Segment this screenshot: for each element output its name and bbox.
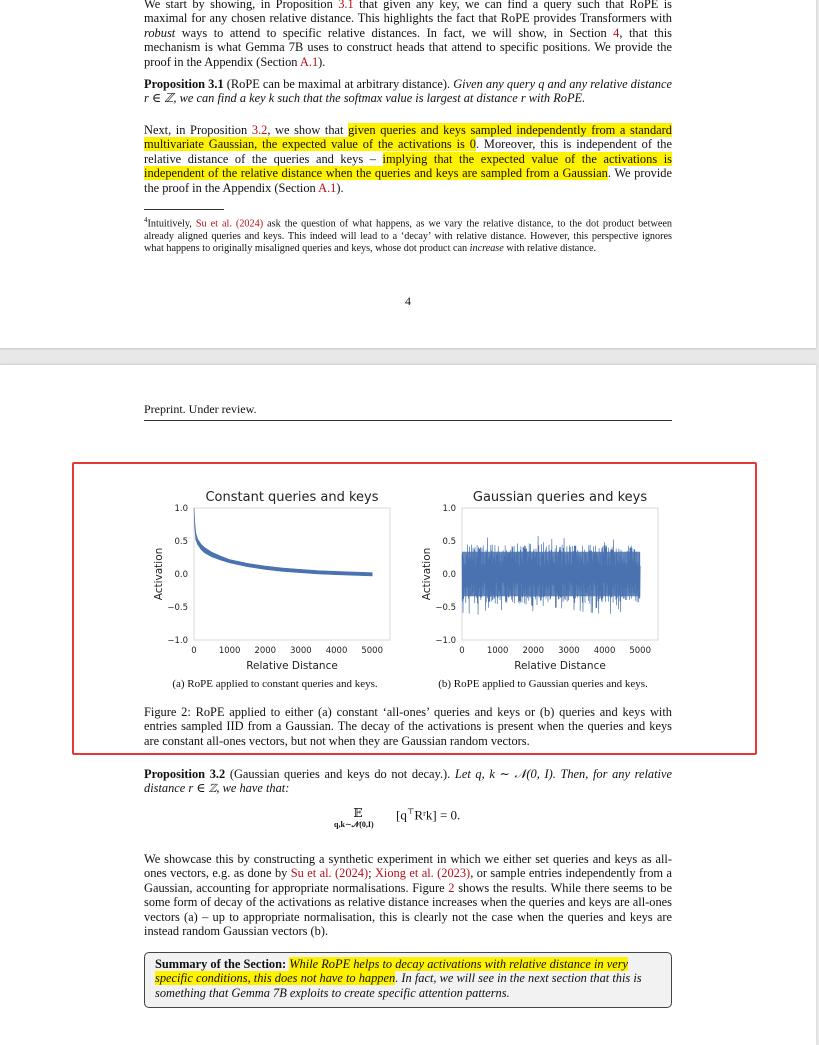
highlighted-text[interactable]: 0 xyxy=(469,137,476,152)
y-tick-label: 1.0 xyxy=(174,504,188,514)
section-link[interactable]: 4 xyxy=(613,25,620,40)
x-axis-label: Relative Distance xyxy=(514,660,606,672)
chart-title: Gaussian queries and keys xyxy=(472,490,648,505)
gaussian-activation-band xyxy=(462,552,640,597)
x-axis-label: Relative Distance xyxy=(246,660,338,672)
proposition-body: Given any query q and any relative distance r ∈ ℤ, we can find a key k such that the softmax value is largest at distance r with RoPE. xyxy=(144,77,672,106)
series-area xyxy=(194,508,372,576)
citation-link[interactable]: Xiong et al. (2023) xyxy=(374,866,471,881)
text-span: ways to attend to specific relative distances. In fact, we will show, in Section xyxy=(175,25,614,40)
text-span: shows the results. While there seems to be some form of decay of the activations as relative distance increases when the queries and keys are all-ones vectors (a) – up to appropriate normalisation, this is clearly not the case when the queries and keys are instead random Gaussian vectors (b). xyxy=(144,880,672,939)
y-tick-label: −0.5 xyxy=(167,603,188,613)
decaying-activation-series xyxy=(194,508,372,576)
footnote-rule xyxy=(144,209,224,210)
text-span: , or sample entries independently from a Gaussian, accounting for appropriate normalisations. Figure xyxy=(144,866,672,895)
expectation-subscript: q,k∼𝒩(0,I) xyxy=(334,820,374,829)
proposition-link[interactable]: 3.1 xyxy=(338,0,354,11)
proposition-3-1 xyxy=(144,77,672,106)
y-tick-label: 0.0 xyxy=(174,570,188,580)
page-number: 4 xyxy=(405,294,411,308)
x-tick-label: 4000 xyxy=(593,646,616,656)
y-tick-label: 0.0 xyxy=(442,570,456,580)
text-span: with relative distance. xyxy=(503,242,597,254)
equation-part: Rʳk] = 0. xyxy=(414,807,461,823)
x-tick-labels xyxy=(191,646,383,656)
proposition-3-2 xyxy=(144,767,672,796)
y-axis-label: Activation xyxy=(153,547,165,601)
citation-link[interactable]: Su et al. (2024) xyxy=(195,218,264,230)
appendix-link[interactable]: A.1 xyxy=(299,54,319,69)
x-tick-label: 3000 xyxy=(558,646,580,656)
figure-caption: Figure 2: RoPE applied to either (a) constant ‘all-ones’ queries and keys or (b) queries and keys with entries sampled IID from a Gaussian. The decay of the activations is present when the queries and keys are constant all-ones vectors, but not when they are Gaussian random vectors. xyxy=(144,705,672,748)
y-tick-label: −1.0 xyxy=(435,636,456,646)
proposition-title: Proposition 3.1 xyxy=(144,77,224,91)
x-tick-label: 5000 xyxy=(361,646,384,656)
document-page-5 xyxy=(0,365,816,1045)
summary-text: . In fact, we will see in the next section that this is something that Gemma 7B exploits to create specific attention patterns. xyxy=(155,971,642,1000)
text-span: ). xyxy=(336,180,344,195)
x-tick-labels xyxy=(459,646,651,656)
summary-label: Summary of the Section: xyxy=(155,957,287,971)
running-header: Preprint. Under review. xyxy=(144,402,672,421)
y-axis-label: Activation xyxy=(421,547,433,601)
y-tick-labels xyxy=(435,504,456,646)
figure-link[interactable]: 2 xyxy=(448,880,455,895)
x-tick-label: 3000 xyxy=(290,646,312,656)
appendix-link[interactable]: A.1 xyxy=(318,180,337,195)
text-span: We start by showing, in Proposition xyxy=(144,0,339,11)
proposition-subtitle: (Gaussian queries and keys do not decay.). xyxy=(225,767,451,781)
citation-link[interactable]: Su et al. (2024) xyxy=(290,866,369,881)
x-tick-label: 2000 xyxy=(254,646,277,656)
x-tick-label: 1000 xyxy=(218,646,241,656)
proposition-subtitle: (RoPE can be maximal at arbitrary distance). xyxy=(223,77,451,91)
text-span: We showcase this by constructing a synthetic experiment in which we either set queries and keys as all-ones vectors, e.g. as done by xyxy=(144,852,672,881)
text-span: . We provide the proof in the Appendix (Section xyxy=(144,166,672,195)
equation-body xyxy=(396,807,460,823)
y-tick-label: −0.5 xyxy=(435,603,456,613)
y-tick-label: −1.0 xyxy=(167,636,188,646)
text-span: ask the question of what happens, as we vary the relative distance, to the dot product between already aligned queries and keys. This indeed will lead to a ‘decay’ with relative distance. However, this perspective ignores what happens to originally misaligned queries and keys, whose dot product can xyxy=(144,218,673,254)
x-tick-label: 0 xyxy=(459,646,465,656)
highlighted-text[interactable]: implying that the expected value of the activations is independent of the relative distance when the queries and keys are sampled from a Gaussian xyxy=(144,151,672,181)
x-tick-label: 1000 xyxy=(486,646,509,656)
x-tick-label: 2000 xyxy=(522,646,545,656)
subcaption-a: (a) RoPE applied to constant queries and keys. xyxy=(172,678,378,690)
footnote-4 xyxy=(144,214,672,255)
emphasis-text: increase xyxy=(469,242,504,254)
text-span: ; xyxy=(368,866,375,881)
chart-constant-queries xyxy=(150,485,400,672)
proposition-title: Proposition 3.2 xyxy=(144,767,226,781)
document-page-4 xyxy=(0,0,816,348)
highlighted-text[interactable]: While RoPE helps to decay activations with relative distance in very specific conditions, this does not have to happen xyxy=(155,957,629,986)
paragraph-rope-robust xyxy=(144,0,672,69)
section-summary-box xyxy=(144,952,672,1008)
footnote-mark: 4 xyxy=(144,216,148,224)
highlighted-text[interactable]: given queries and keys sampled independently from a standard multivariate Gaussian, the expected value of the activations is xyxy=(144,123,672,152)
expectation-symbol: 𝔼 xyxy=(353,806,363,820)
chart-title: Constant queries and keys xyxy=(205,490,379,505)
text-span: that given any key, we can find a query such that RoPE is maximal for any chosen relative distance. This highlights the fact that RoPE provides Transformers with xyxy=(144,0,672,26)
text-span: ). xyxy=(318,54,326,69)
text-span: . Moreover, this is independent of the relative distance of the queries and keys – xyxy=(144,137,672,166)
y-tick-label: 0.5 xyxy=(442,537,456,547)
text-span: , we show that xyxy=(267,123,349,137)
x-tick-label: 0 xyxy=(191,646,197,656)
y-tick-label: 0.5 xyxy=(174,537,188,547)
proposition-link[interactable]: 3.2 xyxy=(251,123,268,137)
series-area xyxy=(462,536,640,615)
proposition-body: Let q, k ∼ 𝒩(0, I). Then, for any relative distance r ∈ ℤ, we have that: xyxy=(144,767,672,796)
emphasis-text: robust xyxy=(144,25,176,40)
transpose-symbol: ⊤ xyxy=(406,807,415,816)
equation-part: [q xyxy=(396,807,407,823)
subcaption-b: (b) RoPE applied to Gaussian queries and keys. xyxy=(438,678,648,690)
x-tick-label: 5000 xyxy=(629,646,652,656)
paragraph-gaussian-expectation xyxy=(144,123,672,195)
x-tick-label: 4000 xyxy=(325,646,348,656)
text-span: , that this mechanism is what Gemma 7B uses to construct heads that attend to specific positions. We provide the proof in the Appendix (Section xyxy=(144,25,672,69)
paragraph-synthetic-experiment xyxy=(144,852,672,938)
chart-gaussian-queries xyxy=(418,485,668,672)
text-span: Next, in Proposition xyxy=(144,123,252,137)
text-span: Intuitively, xyxy=(147,218,196,230)
y-tick-label: 1.0 xyxy=(442,504,456,514)
y-tick-labels xyxy=(167,504,188,646)
